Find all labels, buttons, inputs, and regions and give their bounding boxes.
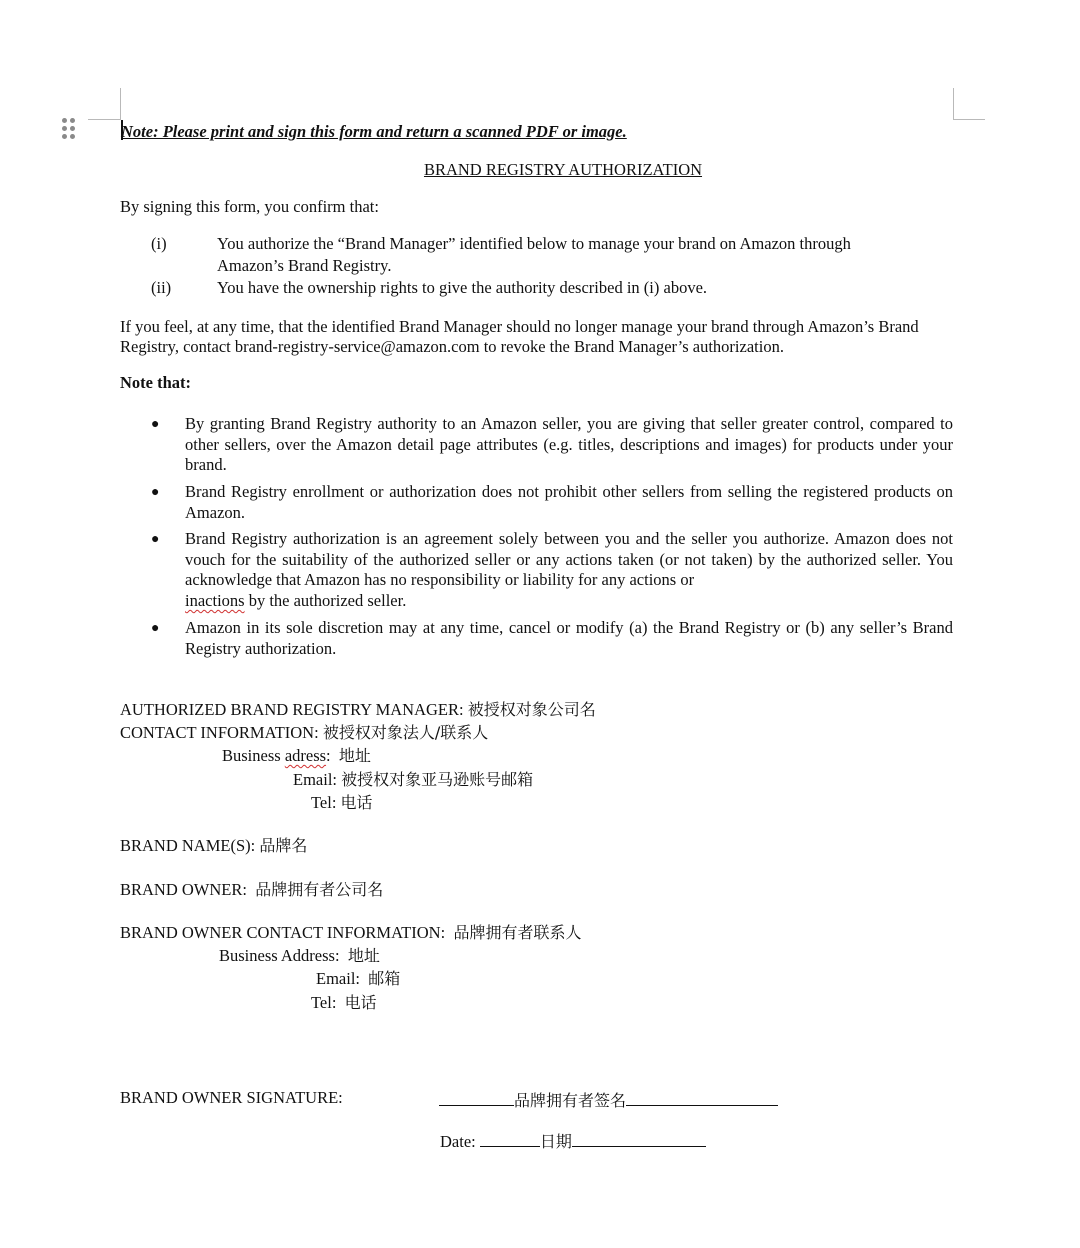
brand-owner-value: 品牌拥有者公司名 (255, 880, 384, 899)
brand-name-value: 品牌名 (259, 836, 308, 855)
brand-owner-line (120, 877, 383, 900)
brand-name-line (120, 833, 307, 856)
spelling-flag[interactable]: inactions (185, 591, 245, 610)
tel-label: Tel: (311, 793, 337, 812)
item-number: (i) (151, 234, 167, 253)
bullet-text: Brand Registry enrollment or authorization does not prohibit other sellers from selling the registered products on Amazon. (185, 482, 953, 522)
tel-line (311, 790, 373, 813)
manager-value: 被授权对象公司名 (467, 700, 596, 719)
owner-email-line (316, 966, 400, 989)
date-underline (572, 1132, 706, 1147)
owner-tel-value: 电话 (344, 993, 377, 1012)
contact-label: CONTACT INFORMATION: (120, 723, 319, 742)
page-corner-mark-right (953, 88, 954, 120)
page-corner-mark-right-horizontal (953, 119, 985, 120)
signature-label: BRAND OWNER SIGNATURE: (120, 1088, 343, 1107)
bullet-marker: ● (151, 417, 160, 432)
owner-business-line (219, 943, 380, 966)
spelling-flag[interactable]: adress (284, 746, 327, 765)
business-address-line: Business adress: 地址 (222, 746, 371, 765)
owner-contact-line (120, 920, 581, 943)
owner-email-value: 邮箱 (368, 969, 401, 988)
manager-line (120, 697, 596, 720)
signature-underline (626, 1091, 778, 1106)
date-value: 日期 (539, 1132, 572, 1151)
page-corner-mark-left-horizontal (88, 119, 121, 120)
date-field[interactable] (440, 1129, 706, 1152)
brand-name-label: BRAND NAME(S): (120, 836, 256, 855)
owner-tel-line (311, 990, 377, 1013)
email-label: Email: (293, 770, 337, 789)
form-title: BRAND REGISTRY AUTHORIZATION (423, 160, 703, 179)
owner-business-label: Business Address: (219, 946, 340, 965)
bullet-marker: ● (151, 532, 160, 547)
bullet-marker: ● (151, 621, 160, 636)
bullet-text: Brand Registry authorization is an agreement solely between you and the seller you authorize. Amazon does not vouch for the suitability of the authorized seller or any actions taken (or not taken) by the authorized seller. You acknowledge that Amazon has no responsibility or liability for any actions or (185, 529, 953, 589)
revoke-paragraph: If you feel, at any time, that the identified Brand Manager should no longer manage your brand through Amazon’s Brand Registry, contact brand-registry-service@amazon.com to revoke the Brand Manager’s authorization. (120, 317, 919, 356)
brand-owner-label: BRAND OWNER: (120, 880, 247, 899)
owner-tel-label: Tel: (311, 993, 337, 1012)
signature-value: 品牌拥有者签名 (514, 1091, 627, 1110)
owner-email-label: Email: (316, 969, 360, 988)
email-value: 被授权对象亚马逊账号邮箱 (341, 770, 534, 789)
email-line (293, 767, 533, 790)
tel-value: 电话 (340, 793, 373, 812)
contact-line (120, 720, 488, 743)
date-underline (480, 1132, 540, 1147)
manager-label: AUTHORIZED BRAND REGISTRY MANAGER: (120, 700, 464, 719)
contact-value: 被授权对象法人/联系人 (322, 723, 489, 742)
bullet-text: By granting Brand Registry authority to an Amazon seller, you are giving that seller greater control, compared to other sellers, over the Amazon detail page attributes (e.g. titles, descriptions and images) for products under your brand. (185, 414, 953, 474)
business-address-value: 地址 (338, 746, 371, 765)
signature-underline (439, 1091, 514, 1106)
date-label: Date: (440, 1132, 476, 1151)
intro-text: By signing this form, you confirm that: (120, 197, 379, 216)
bullet-text-tail: inactions by the authorized seller. (185, 591, 407, 610)
page-corner-mark-left (120, 88, 121, 120)
signature-field[interactable] (439, 1088, 778, 1111)
bullet-text: Amazon in its sole discretion may at any time, cancel or modify (a) the Brand Registry or (b) any seller’s Brand Registry authorization. (185, 618, 953, 658)
drag-handle-icon[interactable] (61, 117, 77, 141)
owner-contact-value: 品牌拥有者联系人 (453, 923, 582, 942)
owner-business-value: 地址 (347, 946, 380, 965)
owner-contact-label: BRAND OWNER CONTACT INFORMATION: (120, 923, 446, 942)
note-line: Note: Please print and sign this form and return a scanned PDF or image. (121, 122, 627, 141)
item-text: You authorize the “Brand Manager” identified below to manage your brand on Amazon through Amazon’s Brand Registry. (217, 234, 851, 275)
item-text: You have the ownership rights to give the authority described in (i) above. (217, 278, 708, 297)
item-number: (ii) (151, 278, 172, 297)
bullet-marker: ● (151, 485, 160, 500)
note-that-heading: Note that: (120, 373, 192, 392)
